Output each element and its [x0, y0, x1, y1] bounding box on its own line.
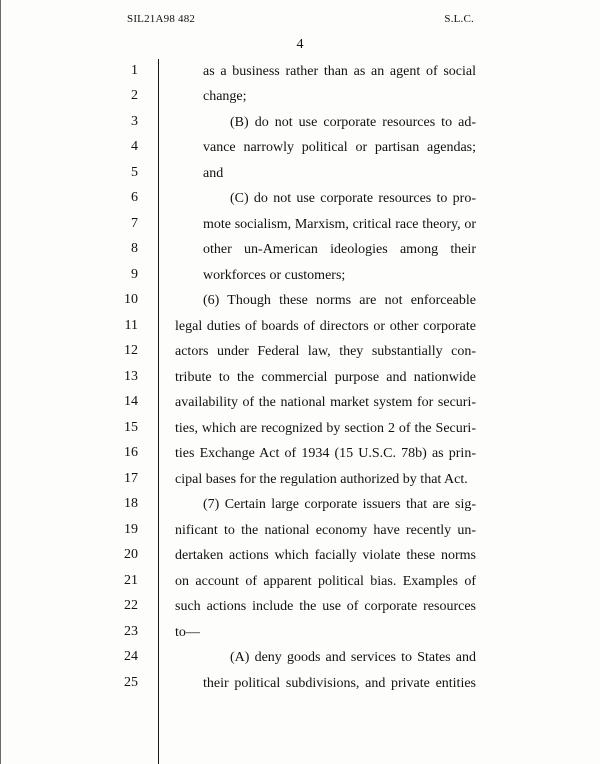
page-number: 4	[296, 37, 304, 52]
line-text: on account of apparent political bias. Examples of	[175, 574, 476, 589]
line-text: (7) Certain large corporate issuers that are sig-	[203, 497, 476, 512]
line-text: tribute to the commercial purpose and nationwide	[175, 370, 476, 385]
line-text: such actions include the use of corporate resources	[175, 599, 476, 614]
line-number: 4	[131, 139, 138, 154]
line-text: change;	[203, 89, 247, 104]
line-text: vance narrowly political or partisan agendas;	[203, 140, 476, 155]
line-number: 24	[124, 649, 138, 664]
line-number: 14	[124, 394, 138, 409]
line-number: 25	[124, 675, 138, 690]
line-text: availability of the national market system for securi-	[175, 395, 476, 410]
line-number: 23	[124, 624, 138, 639]
line-text: nificant to the national economy have recently un-	[175, 523, 476, 538]
line-number: 15	[124, 420, 138, 435]
line-number: 12	[124, 343, 138, 358]
line-text: (A) deny goods and services to States and	[230, 650, 476, 665]
line-text: to—	[175, 625, 200, 640]
line-text: as a business rather than as an agent of social	[203, 64, 476, 79]
line-number: 3	[131, 114, 138, 129]
line-number: 21	[124, 573, 138, 588]
line-text: cipal bases for the regulation authorized by that Act.	[175, 472, 468, 487]
line-number: 9	[131, 267, 138, 282]
line-number: 7	[131, 216, 138, 231]
line-number: 6	[131, 190, 138, 205]
line-text: dertaken actions which facially violate these norms	[175, 548, 476, 563]
line-text: (B) do not use corporate resources to ad-	[230, 115, 476, 130]
line-number: 16	[124, 445, 138, 460]
line-text: mote socialism, Marxism, critical race theory, or	[203, 217, 476, 232]
line-text: their political subdivisions, and private entities	[203, 676, 476, 691]
line-number: 20	[124, 547, 138, 562]
line-text: ties Exchange Act of 1934 (15 U.S.C. 78b) as prin-	[175, 446, 476, 461]
line-number: 17	[124, 471, 138, 486]
line-number: 18	[124, 496, 138, 511]
line-text: other un-American ideologies among their	[203, 242, 476, 257]
document-initials: S.L.C.	[444, 13, 474, 25]
line-number: 22	[124, 598, 138, 613]
document-id: SIL21A98 482	[127, 13, 196, 25]
page-left-edge	[0, 0, 1, 764]
line-text: legal duties of boards of directors or other corporate	[175, 319, 476, 334]
line-number: 11	[124, 318, 138, 333]
line-number: 5	[131, 165, 138, 180]
line-text: (C) do not use corporate resources to pro-	[230, 191, 476, 206]
line-number: 19	[124, 522, 138, 537]
line-number: 8	[131, 241, 138, 256]
line-number: 2	[131, 88, 138, 103]
line-number-rule	[158, 59, 159, 764]
line-number: 1	[131, 63, 138, 78]
line-text: (6) Though these norms are not enforceable	[203, 293, 476, 308]
line-text: workforces or customers;	[203, 268, 346, 283]
line-number: 10	[124, 292, 138, 307]
line-text: ties, which are recognized by section 2 of the Securi-	[175, 421, 476, 436]
line-number: 13	[124, 369, 138, 384]
line-text: actors under Federal law, they substantially con-	[175, 344, 476, 359]
line-text: and	[203, 166, 224, 181]
